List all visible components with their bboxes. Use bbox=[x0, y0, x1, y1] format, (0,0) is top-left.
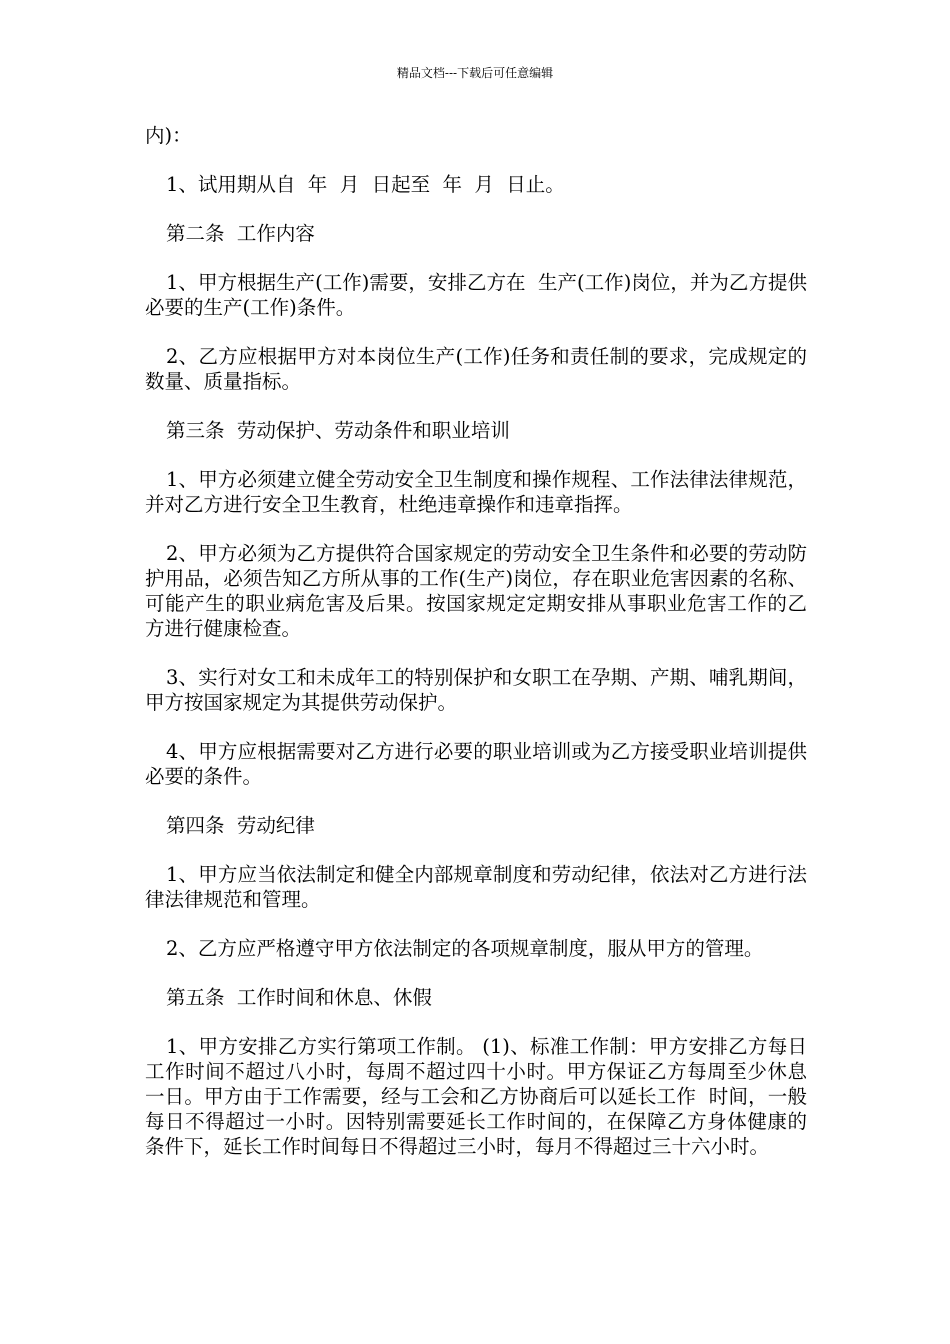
article-3-heading: 第三条 劳动保护、劳动条件和职业培训 bbox=[166, 419, 510, 442]
article-2-heading: 第二条 工作内容 bbox=[166, 222, 315, 245]
article-5-clause-1: 1、甲方安排乙方实行第项工作制。 (1)、标准工作制：甲方安排乙方每日工作时间不超过八小时，每周不超过四十小时。甲方保证乙方每周至少休息一日。甲方由于工作需要，经与工会和乙方协商后可以延长工作 时间，一般每日不得超过一小时。因特别需要延长工作时间的，在保障乙方身体健康的条件下，延长工作时间每日不得超过三小时，每月不得超过三十六小时。 bbox=[145, 1035, 807, 1158]
article-3-clause-4: 4、甲方应根据需要对乙方进行必要的职业培训或为乙方接受职业培训提供必要的条件。 bbox=[145, 740, 807, 788]
clause-probation-period: 1、试用期从自 年 月 日起至 年 月 日止。 bbox=[166, 173, 565, 196]
article-4-heading: 第四条 劳动纪律 bbox=[166, 814, 315, 837]
article-3-clause-1: 1、甲方必须建立健全劳动安全卫生制度和操作规程、工作法律法律规范，并对乙方进行安全卫生教育，杜绝违章操作和违章指挥。 bbox=[145, 468, 807, 516]
article-5-heading: 第五条 工作时间和休息、休假 bbox=[166, 986, 432, 1009]
article-2-clause-2: 2、乙方应根据甲方对本岗位生产(工作)任务和责任制的要求，完成规定的数量、质量指标。 bbox=[145, 345, 807, 393]
document-body bbox=[145, 123, 807, 1183]
article-2-clause-1: 1、甲方根据生产(工作)需要，安排乙方在 生产(工作)岗位，并为乙方提供必要的生产(工作)条件。 bbox=[145, 271, 807, 319]
article-3-clause-3: 3、实行对女工和未成年工的特别保护和女职工在孕期、产期、哺乳期间，甲方按国家规定为其提供劳动保护。 bbox=[145, 666, 807, 714]
paragraph-continuation: 内)： bbox=[145, 124, 192, 147]
page-header: 精品文档---下载后可任意编辑 bbox=[396, 66, 554, 80]
article-3-clause-2: 2、甲方必须为乙方提供符合国家规定的劳动安全卫生条件和必要的劳动防护用品，必须告知乙方所从事的工作(生产)岗位，存在职业危害因素的名称、可能产生的职业病危害及后果。按国家规定定期安排从事职业危害工作的乙方进行健康检查。 bbox=[145, 542, 807, 640]
article-4-clause-2: 2、乙方应严格遵守甲方依法制定的各项规章制度，服从甲方的管理。 bbox=[166, 937, 764, 960]
article-4-clause-1: 1、甲方应当依法制定和健全内部规章制度和劳动纪律，依法对乙方进行法律法律规范和管理。 bbox=[145, 863, 807, 911]
